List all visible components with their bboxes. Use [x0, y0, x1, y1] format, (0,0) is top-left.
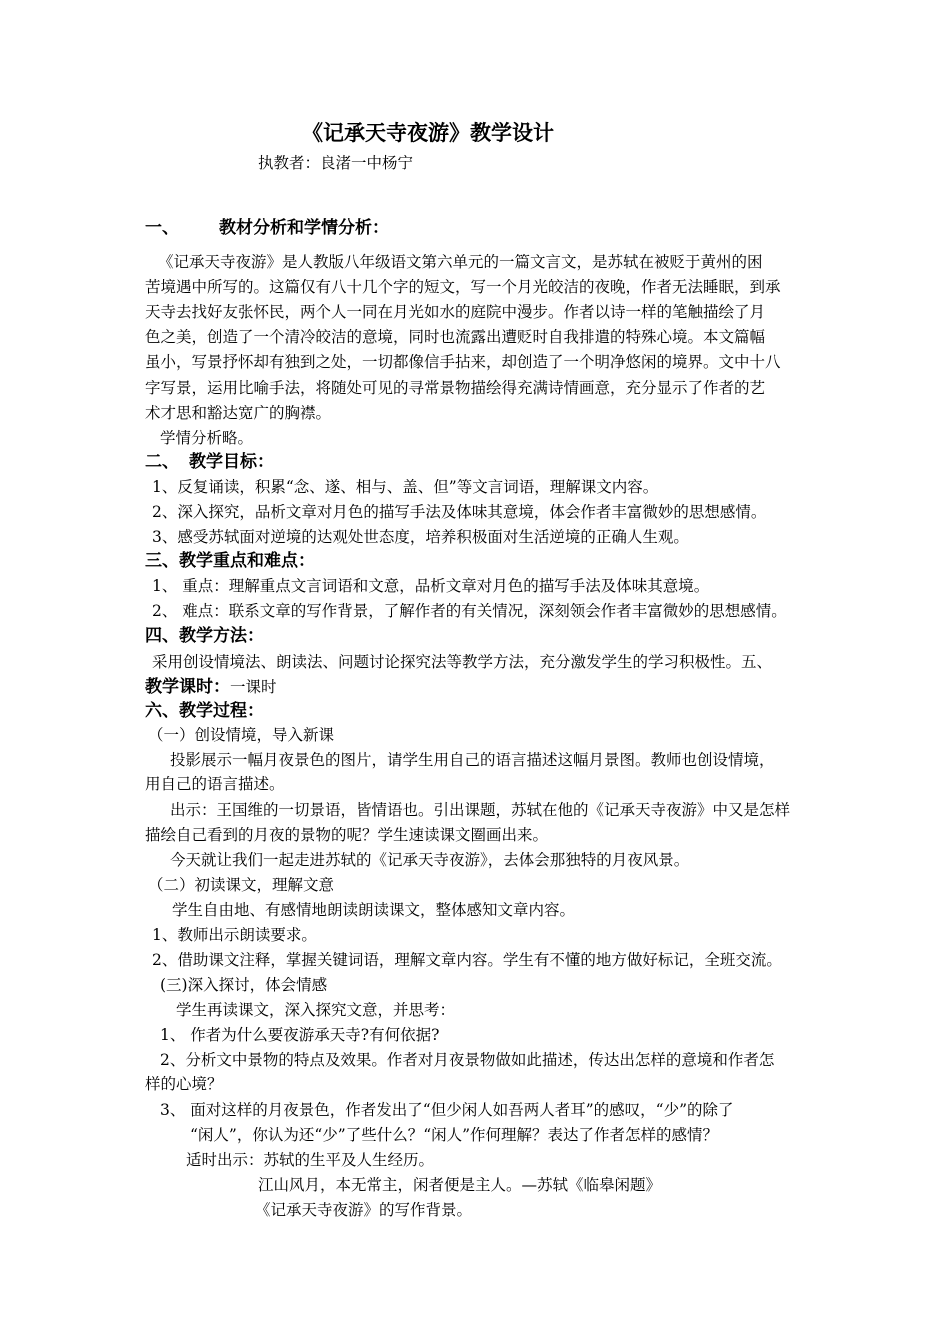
goal-item: 1、反复诵读，积累“念、遂、相与、盖、但”等文言词语，理解课文内容。: [152, 478, 659, 496]
process-step-title: （一）创设情境，导入新课: [148, 726, 335, 744]
process-line: 投影展示一幅月夜景色的图片，请学生用自己的语言描述这幅月景图。教师也创设情境，: [170, 751, 775, 769]
process-line: 适时出示：苏轼的生平及人生经历。: [186, 1151, 435, 1169]
section-1-number: 一、: [145, 218, 179, 238]
process-line: 学生再读课文，深入探究文意，并思考：: [176, 1001, 456, 1019]
learner-analysis-note: 学情分析略。: [160, 429, 254, 447]
paragraph-line: 术才思和豁达宽广的胸襟。: [145, 404, 332, 422]
process-line: 2、借助课文注释，掌握关键词语，理解文章内容。学生有不懂的地方做好标记，全班交流。: [152, 951, 782, 969]
quote-line: 江山风月，本无常主，闲者便是主人。—苏轼《临皋闲题》: [258, 1176, 662, 1194]
question-item: 样的心境？: [145, 1075, 223, 1093]
process-line: 出示：王国维的一切景语，皆情语也。引出课题，苏轼在他的《记承天寺夜游》中又是怎样: [170, 801, 791, 819]
process-line: 《记承天寺夜游》的写作背景。: [255, 1201, 473, 1219]
paragraph-line: 虽小，写景抒怀却有独到之处，一切都像信手拈来，却创造了一个明净悠闲的境界。文中十八: [145, 353, 781, 371]
paragraph-line: 天寺去找好友张怀民，两个人一同在月光如水的庭院中漫步。作者以诗一样的笔触描绘了月: [145, 303, 766, 321]
process-line: 描绘自己看到的月夜的景物的呢？学生速读课文圈画出来。: [145, 826, 549, 844]
section-4-heading: 四、教学方法：: [145, 626, 264, 646]
process-line: 今天就让我们一起走进苏轼的《记承天寺夜游》，去体会那独特的月夜风景。: [170, 851, 690, 869]
process-line: 用自己的语言描述。: [145, 775, 285, 793]
question-item: 3、 面对这样的月夜景色，作者发出了“但少闲人如吾两人者耳”的感叹，“少”的除了: [160, 1101, 734, 1119]
section-2-title: 教学目标：: [189, 452, 274, 472]
section-5-heading: 教学课时：: [145, 677, 230, 697]
paragraph-line: 字写景，运用比喻手法，将随处可见的寻常景物描绘得充满诗情画意，充分显示了作者的艺: [145, 379, 766, 397]
paragraph-line: 色之美，创造了一个清冷皎洁的意境，同时也流露出遭贬时自我排遣的特殊心境。本文篇幅: [145, 328, 766, 346]
section-5-value: 一课时: [230, 678, 277, 696]
question-item: 2、分析文中景物的特点及效果。作者对月夜景物做如此描述，传达出怎样的意境和作者怎: [160, 1051, 775, 1069]
section-2-number: 二、: [145, 452, 179, 472]
paragraph-line: 苦境遇中所写的。这篇仅有八十几个字的短文，写一个月光皎洁的夜晚，作者无法睡眠，到承: [145, 278, 781, 296]
goal-item: 3、感受苏轼面对逆境的达观处世态度，培养积极面对生活逆境的正确人生观。: [152, 528, 689, 546]
section-2-heading: [145, 451, 274, 473]
process-step-title: (三)深入探讨，体会情感: [160, 976, 328, 994]
section-1-heading: [145, 217, 389, 239]
goal-item: 2、深入探究，品析文章对月色的描写手法及体味其意境，体会作者丰富微妙的思想感情。: [152, 503, 767, 521]
method-line: 采用创设情境法、朗读法、问题讨论探究法等教学方法，充分激发学生的学习积极性。五、: [152, 653, 773, 671]
section-5-line: [145, 676, 277, 698]
page-title: 《记承天寺夜游》教学设计: [302, 120, 554, 145]
paragraph-line: 《记承天寺夜游》是人教版八年级语文第六单元的一篇文言文，是苏轼在被贬于黄州的困: [158, 253, 763, 271]
process-step-title: （二）初读课文，理解文意: [148, 876, 335, 894]
section-3-heading: 三、教学重点和难点：: [145, 551, 315, 571]
process-line: 学生自由地、有感情地朗读朗读课文，整体感知文章内容。: [172, 901, 576, 919]
author-line: 执教者：良渚一中杨宁: [258, 154, 414, 172]
question-item: 1、 作者为什么要夜游承天寺?有何依据?: [160, 1026, 440, 1044]
key-point-item: 1、 重点：理解重点文言词语和文意，品析文章对月色的描写手法及体味其意境。: [152, 577, 710, 595]
section-1-title: 教材分析和学情分析：: [219, 218, 389, 238]
process-line: 1、教师出示朗读要求。: [152, 926, 317, 944]
key-point-item: 2、 难点：联系文章的写作背景，了解作者的有关情况，深刻领会作者丰富微妙的思想感情。: [152, 602, 787, 620]
question-item: “闲人”，你认为还“少”了些什么？“闲人”作何理解？表达了作者怎样的感情？: [190, 1126, 719, 1144]
section-6-heading: 六、教学过程：: [145, 701, 264, 721]
